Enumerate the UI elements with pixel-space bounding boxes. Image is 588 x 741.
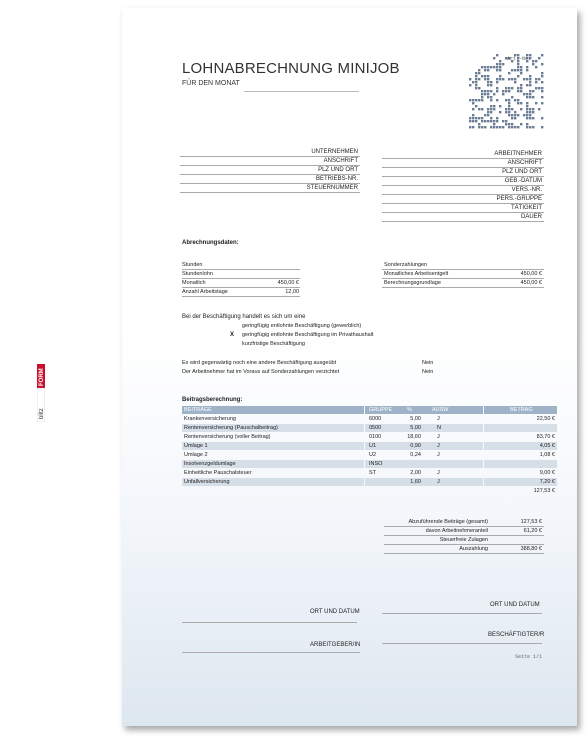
table-row [182, 415, 364, 423]
table-row [365, 487, 483, 495]
row-pct: 2,00 [410, 470, 421, 476]
abr-line [382, 278, 544, 279]
ort-datum-left: ORT UND DATUM [310, 609, 360, 615]
table-row [365, 469, 483, 477]
summary-value: 127,53 € [520, 519, 542, 525]
summary-line [384, 526, 544, 527]
summary-line [384, 535, 544, 536]
abr-label: Sonderzahlungen [384, 262, 428, 268]
employer-field-label: BETRIEBS-NR. [315, 176, 358, 182]
page-title: LOHNABRECHNUNG MINIJOB [182, 60, 400, 77]
table-header-right [484, 406, 557, 414]
question-answer: Nein [422, 369, 434, 375]
row-pct: 1,60 [410, 479, 421, 485]
table-row [182, 460, 364, 468]
row-name: Krankenversicherung [184, 416, 236, 422]
col-pct: % [407, 407, 412, 413]
svg-text:FORM: FORM [39, 368, 45, 386]
row-betrag: 9,00 € [539, 470, 555, 476]
employee-field-line [382, 221, 544, 222]
col-gruppe: GRUPPE [369, 407, 393, 413]
table-row [182, 469, 364, 477]
abr-label: Monatliches Arbeitsentgelt [384, 271, 449, 277]
table-row [484, 433, 557, 441]
employee-field-label: PLZ UND ORT [502, 169, 542, 175]
summary-value: 61,20 € [523, 528, 542, 534]
abr-value: 450,00 € [520, 271, 542, 277]
row-name: Umlage 1 [184, 443, 208, 449]
employer-field-line [180, 183, 360, 184]
abr-label: Anzahl Arbeitstage [182, 289, 228, 295]
abr-value: 450,00 € [520, 280, 542, 286]
row-gruppe: U2 [369, 452, 377, 458]
row-name: Unfallversicherung [184, 479, 230, 485]
beschaeftigung-intro: Bei der Beschäftigung handelt es sich um eine [182, 314, 306, 320]
row-betrag: 1,08 € [539, 452, 555, 458]
row-ausw: N [437, 425, 441, 431]
svg-text:blitz: blitz [39, 408, 45, 419]
sig-line-beschaeftigter [382, 643, 542, 644]
table-row [365, 460, 483, 468]
col-ausw: AUSW [432, 407, 449, 413]
employee-field-line [382, 185, 544, 186]
row-betrag: 127,53 € [533, 488, 555, 494]
ort-datum-right: ORT UND DATUM [490, 602, 540, 608]
month-line [244, 91, 359, 92]
employee-field-line [382, 176, 544, 177]
table-row [182, 442, 364, 450]
option-mark[interactable]: X [230, 332, 235, 338]
abr-label: Monatlich [182, 280, 206, 286]
row-gruppe: U1 [369, 443, 377, 449]
table-header-left [182, 406, 364, 414]
table-row [484, 478, 557, 486]
abr-label: Berechnungsgrundlage [384, 280, 441, 286]
row-name: Insolvenzgeldumlage [184, 461, 236, 467]
abr-line [182, 278, 300, 279]
employee-field-label: ANSCHRIFT [507, 160, 542, 166]
page-subtitle: FÜR DEN MONAT [182, 80, 240, 87]
employer-field-line [180, 165, 360, 166]
row-gruppe: 0500 [369, 425, 382, 431]
col-betrag: BETRAG [510, 407, 533, 413]
table-row [484, 442, 557, 450]
document-page [122, 8, 577, 726]
summary-label: davon Arbeitnehmeranteil [425, 528, 488, 534]
summary-line [384, 553, 544, 554]
option-text: geringfügig entlohnte Beschäftigung (gewerblich) [242, 323, 362, 329]
row-gruppe: INSO [369, 461, 383, 467]
employee-field-line [382, 203, 544, 204]
employee-field-line [382, 212, 544, 213]
employer-field-line [180, 174, 360, 175]
table-row [182, 424, 364, 432]
col-beitraege: BEITRÄGE [184, 407, 212, 413]
table-row [182, 451, 364, 459]
table-row [365, 451, 483, 459]
table-row [484, 460, 557, 468]
employer-field-line [180, 156, 360, 157]
table-row [365, 424, 483, 432]
abr-value: 450,00 € [277, 280, 299, 286]
beschaeftigter-label: BESCHÄFTIGTER/R [488, 632, 545, 638]
row-gruppe: 0100 [369, 434, 382, 440]
table-row [365, 415, 483, 423]
row-pct: 5,00 [410, 425, 421, 431]
employee-field-line [382, 194, 544, 195]
row-ausw: J [437, 452, 440, 458]
summary-label: Abzuführende Beiträge (gesamt) [408, 519, 488, 525]
beitrag-heading: Beitragsberechnung: [182, 397, 243, 403]
summary-value: 388,80 € [520, 546, 542, 552]
sig-line-right [382, 613, 542, 614]
question-answer: Nein [422, 360, 434, 366]
sig-line-left [182, 622, 357, 623]
table-header-mid [365, 406, 483, 414]
row-pct: 0,24 [410, 452, 421, 458]
table-row [365, 442, 483, 450]
question-text: Es wird gegenwärtig noch eine andere Beschäftigung ausgeübt [182, 360, 337, 366]
option-text: kurzfristige Beschäftigung [242, 341, 305, 347]
row-betrag: 83,70 € [536, 434, 555, 440]
row-name: Umlage 2 [184, 452, 208, 458]
employer-field-line [180, 192, 360, 193]
row-gruppe: ST [369, 470, 377, 476]
employer-field-label: ANSCHRIFT [323, 158, 358, 164]
row-name: Einheitliche Pauschalsteuer [184, 470, 252, 476]
formblitz-logo-icon [37, 364, 45, 422]
employee-field-line [382, 158, 544, 159]
row-name: Rentenversicherung (Pauschalbeitrag) [184, 425, 278, 431]
row-ausw: J [437, 443, 440, 449]
employee-field-label: VERS.-NR. [511, 187, 542, 193]
row-pct: 0,90 [410, 443, 421, 449]
summary-label: Auszahlung [459, 546, 488, 552]
employee-field-label: GEB.-DATUM [504, 178, 542, 184]
abr-line [382, 269, 544, 270]
table-row [484, 415, 557, 423]
row-ausw: J [437, 479, 440, 485]
employee-field-label: PERS.-GRUPPE [496, 196, 542, 202]
employee-field-label: TÄTIGKEIT [510, 205, 542, 211]
table-row [182, 433, 364, 441]
table-row [484, 469, 557, 477]
table-row [182, 478, 364, 486]
page-number: Seite 1/1 [515, 654, 543, 660]
summary-label: Steuerfreie Zulagen [439, 537, 488, 543]
table-row [484, 487, 557, 495]
abr-line [182, 287, 300, 288]
table-row [484, 451, 557, 459]
arbeitgeber-label: ARBEITGEBER/IN [310, 642, 361, 648]
row-ausw: J [437, 434, 440, 440]
table-row [484, 424, 557, 432]
abrechnung-heading: Abrechnungsdaten: [182, 240, 239, 246]
row-ausw: J [437, 470, 440, 476]
table-row [365, 433, 483, 441]
row-betrag: 22,50 € [536, 416, 555, 422]
question-text: Der Arbeitnehmer hat im Voraus auf Sonderzahlungen verzichtet [182, 369, 340, 375]
row-pct: 5,00 [410, 416, 421, 422]
row-name: Rentenversicherung (voller Beitrag) [184, 434, 271, 440]
employee-field-line [382, 167, 544, 168]
abr-line [182, 296, 300, 297]
sig-line-arbeitgeber [182, 652, 360, 653]
abr-line [182, 269, 300, 270]
abr-label: Stunden [182, 262, 203, 268]
row-pct: 18,60 [407, 434, 421, 440]
row-gruppe: 6000 [369, 416, 382, 422]
option-text: geringfügig entlohnte Beschäftigung im Privathaushalt [242, 332, 374, 338]
employer-field-label: UNTERNEHMEN [311, 149, 358, 155]
employer-field-label: PLZ UND ORT [318, 167, 358, 173]
abr-value: 12,00 [285, 289, 299, 295]
employee-field-label: DAUER [520, 214, 542, 220]
table-row [365, 478, 483, 486]
abr-label: Stundenlohn [182, 271, 213, 277]
row-ausw: J [437, 416, 440, 422]
row-betrag: 7,20 € [539, 479, 555, 485]
table-row [182, 487, 364, 495]
summary-line [384, 544, 544, 545]
qr-code-icon [469, 54, 544, 129]
employer-field-label: STEUERNUMMER [306, 185, 358, 191]
abr-line [382, 287, 544, 288]
employee-field-label: ARBEITNEHMER [494, 151, 542, 157]
row-betrag: 4,05 € [539, 443, 555, 449]
art-nr-label: Art.-Nr. [507, 56, 532, 62]
